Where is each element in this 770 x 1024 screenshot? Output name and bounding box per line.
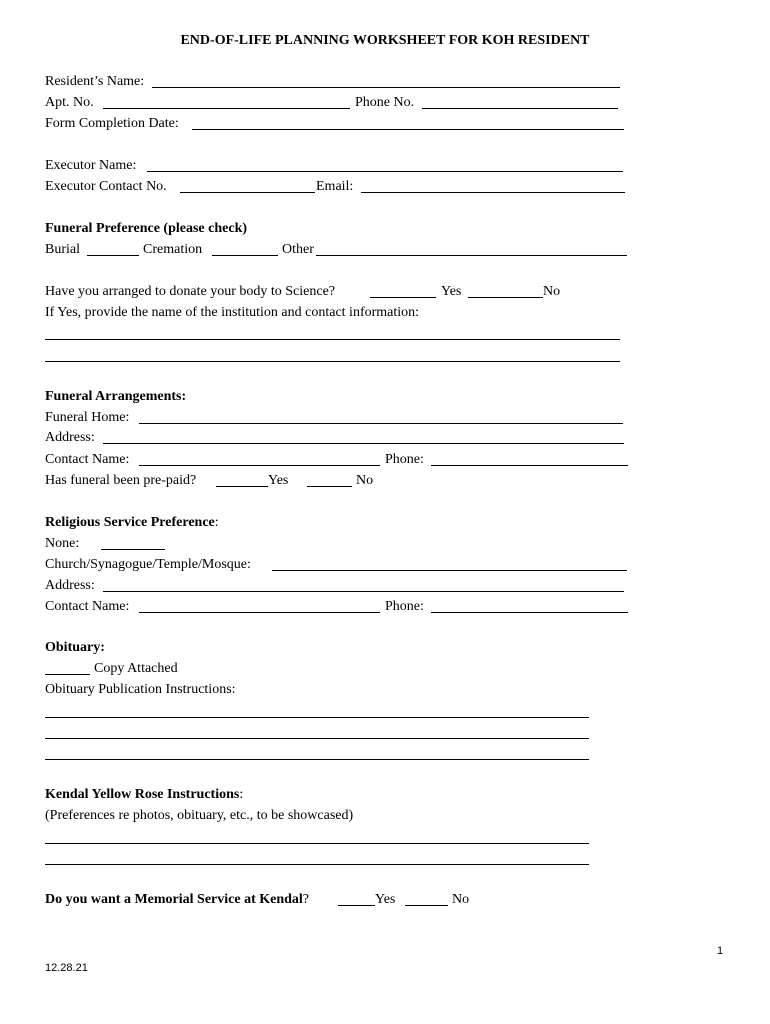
funeral-arrangements-heading: Funeral Arrangements: — [45, 389, 187, 404]
religious-none-field[interactable] — [101, 536, 165, 550]
funeral-prepaid-yes-field[interactable] — [216, 473, 268, 487]
religious-service-heading — [45, 515, 219, 531]
yellow-rose-heading-row — [0, 787, 770, 803]
yellow-rose-heading — [45, 787, 243, 803]
obituary-instructions-line-3[interactable] — [45, 759, 589, 760]
funeral-contact-row — [0, 452, 770, 468]
memorial-yes-label: Yes — [375, 892, 396, 907]
religious-service-heading-row — [0, 515, 770, 531]
religious-address-label: Address: — [45, 578, 95, 593]
yellow-rose-note-row — [0, 808, 770, 824]
memorial-service-question-mark: ? — [302, 892, 310, 907]
memorial-service-question — [45, 892, 309, 908]
religious-phone-label: Phone: — [385, 599, 424, 614]
obituary-instructions-line-1[interactable] — [45, 717, 589, 718]
obituary-copy-attached-field[interactable] — [45, 661, 90, 675]
apt-no-label: Apt. No. — [45, 95, 94, 110]
obituary-publication-row — [0, 682, 770, 698]
religious-none-label: None: — [45, 536, 80, 551]
funeral-prepaid-no-field[interactable] — [307, 473, 352, 487]
religious-contact-label: Contact Name: — [45, 599, 130, 614]
funeral-preference-heading-row — [0, 221, 770, 237]
phone-no-label: Phone No. — [355, 95, 415, 110]
completion-date-label: Form Completion Date: — [45, 116, 179, 131]
memorial-yes-field[interactable] — [338, 892, 375, 906]
executor-name-field[interactable] — [147, 158, 623, 172]
funeral-home-field[interactable] — [139, 410, 623, 424]
obituary-copy-attached-label: Copy Attached — [94, 661, 178, 676]
page-number: 1 — [717, 945, 724, 957]
burial-label: Burial — [45, 242, 80, 257]
apt-no-field[interactable] — [103, 95, 350, 109]
memorial-service-question-text: Do you want a Memorial Service at Kendal — [45, 892, 303, 907]
yellow-rose-line-2[interactable] — [45, 864, 589, 865]
body-donation-row — [0, 284, 770, 300]
yellow-rose-note: (Preferences re photos, obituary, etc., to be showcased) — [45, 808, 354, 823]
religious-place-field[interactable] — [272, 557, 627, 571]
religious-place-row — [0, 557, 770, 573]
religious-contact-field[interactable] — [139, 599, 380, 613]
body-donation-followup-row — [0, 305, 770, 321]
obituary-publication-label: Obituary Publication Instructions: — [45, 682, 236, 697]
page-title: END-OF-LIFE PLANNING WORKSHEET FOR KOH RESIDENT — [180, 33, 590, 48]
completion-date-field[interactable] — [192, 116, 624, 130]
obituary-heading: Obituary: — [45, 640, 105, 655]
resident-name-field[interactable] — [152, 74, 620, 88]
cremation-check-field[interactable] — [212, 242, 278, 256]
funeral-arrangements-heading-row — [0, 389, 770, 405]
completion-date-row — [0, 116, 770, 132]
donation-institution-line-1[interactable] — [45, 339, 620, 340]
body-donation-no-field[interactable] — [468, 284, 543, 298]
executor-email-field[interactable] — [361, 179, 625, 193]
body-donation-question: Have you arranged to donate your body to Science? — [45, 284, 336, 299]
funeral-phone-label: Phone: — [385, 452, 424, 467]
yellow-rose-heading-colon: : — [239, 787, 244, 802]
other-field[interactable] — [316, 242, 627, 256]
donation-institution-line-2[interactable] — [45, 361, 620, 362]
resident-name-row — [0, 74, 770, 90]
executor-contact-row — [0, 179, 770, 195]
body-donation-no-label: No — [543, 284, 561, 299]
funeral-prepaid-question: Has funeral been pre-paid? — [45, 473, 197, 488]
revision-date: 12.28.21 — [45, 962, 88, 974]
funeral-prepaid-row — [0, 473, 770, 489]
body-donation-yes-label: Yes — [441, 284, 462, 299]
executor-name-row — [0, 158, 770, 174]
other-label: Other — [282, 242, 314, 257]
executor-contact-field[interactable] — [180, 179, 315, 193]
religious-service-heading-colon: : — [214, 515, 219, 530]
title-row — [0, 33, 770, 49]
funeral-phone-field[interactable] — [431, 452, 628, 466]
funeral-preference-heading: Funeral Preference (please check) — [45, 221, 248, 236]
religious-phone-field[interactable] — [431, 599, 628, 613]
yellow-rose-heading-text: Kendal Yellow Rose Instructions — [45, 787, 240, 802]
religious-place-label: Church/Synagogue/Temple/Mosque: — [45, 557, 251, 572]
body-donation-yes-field[interactable] — [370, 284, 436, 298]
burial-check-field[interactable] — [87, 242, 139, 256]
memorial-service-row — [0, 892, 770, 908]
funeral-prepaid-yes-label: Yes — [268, 473, 289, 488]
funeral-home-label: Funeral Home: — [45, 410, 130, 425]
executor-contact-label: Executor Contact No. — [45, 179, 167, 194]
memorial-no-label: No — [452, 892, 470, 907]
funeral-home-row — [0, 410, 770, 426]
obituary-heading-row — [0, 640, 770, 656]
obituary-instructions-line-2[interactable] — [45, 738, 589, 739]
funeral-address-label: Address: — [45, 430, 95, 445]
phone-no-field[interactable] — [422, 95, 618, 109]
religious-service-heading-text: Religious Service Preference — [45, 515, 215, 530]
funeral-address-field[interactable] — [103, 430, 624, 444]
body-donation-followup: If Yes, provide the name of the institution and contact information: — [45, 305, 420, 320]
apt-phone-row — [0, 95, 770, 111]
funeral-prepaid-no-label: No — [356, 473, 374, 488]
cremation-label: Cremation — [143, 242, 203, 257]
memorial-no-field[interactable] — [405, 892, 448, 906]
executor-name-label: Executor Name: — [45, 158, 137, 173]
religious-none-row — [0, 536, 770, 552]
yellow-rose-line-1[interactable] — [45, 843, 589, 844]
executor-email-label: Email: — [316, 179, 354, 194]
funeral-contact-field[interactable] — [139, 452, 380, 466]
religious-contact-row — [0, 599, 770, 615]
funeral-contact-label: Contact Name: — [45, 452, 130, 467]
religious-address-row — [0, 578, 770, 594]
resident-name-label: Resident’s Name: — [45, 74, 145, 89]
funeral-address-row — [0, 430, 770, 446]
religious-address-field[interactable] — [103, 578, 624, 592]
funeral-preference-options-row — [0, 242, 770, 258]
obituary-copy-row — [0, 661, 770, 677]
